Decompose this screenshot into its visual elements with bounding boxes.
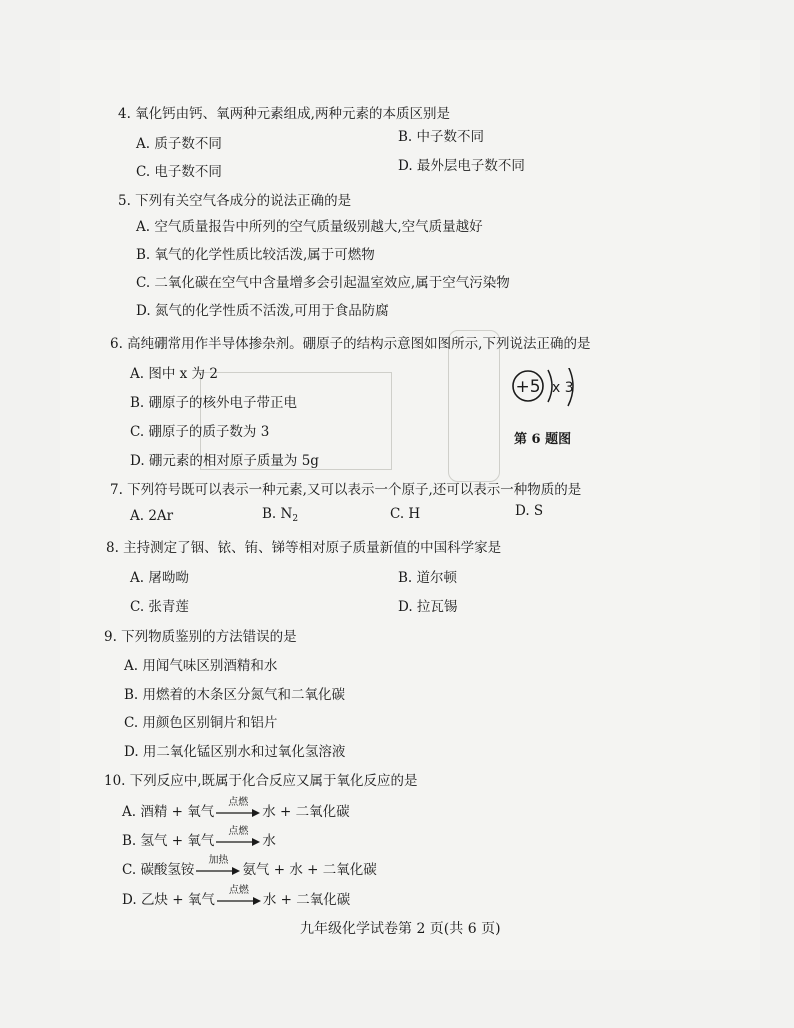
q10-stem: 10. 下列反应中,既属于化合反应又属于氧化反应的是 (104, 773, 418, 789)
q8-option-b[interactable]: B. 道尔顿 (398, 570, 458, 586)
q5-stem: 5. 下列有关空气各成分的说法正确的是 (118, 193, 352, 209)
q10-b-label: B. (122, 833, 137, 849)
q7-option-c[interactable]: C. H (390, 506, 421, 522)
reaction-arrow-icon (196, 867, 240, 875)
q10-option-c[interactable] (122, 854, 377, 878)
q5-option-d[interactable]: D. 氮气的化学性质不活泼,可用于食品防腐 (136, 303, 389, 319)
q7-option-b[interactable] (262, 506, 298, 524)
q10-b-reactants: 氢气 + 氧气 (140, 833, 215, 849)
q10-a-reactants: 酒精 + 氧气 (140, 804, 215, 820)
q6-option-c[interactable]: C. 硼原子的质子数为 3 (130, 424, 270, 440)
reaction-arrow-icon (216, 838, 260, 846)
q6-option-b[interactable]: B. 硼原子的核外电子带正电 (130, 395, 298, 411)
q8-option-d[interactable]: D. 拉瓦锡 (398, 599, 458, 615)
q8-option-a[interactable]: A. 屠呦呦 (130, 570, 189, 586)
q4-option-b[interactable]: B. 中子数不同 (398, 129, 485, 145)
q6-option-a[interactable]: A. 图中 x 为 2 (130, 366, 218, 382)
q4-option-a[interactable]: A. 质子数不同 (136, 136, 222, 152)
page-footer: 九年级化学试卷第 2 页(共 6 页) (300, 921, 501, 937)
atom-structure-svg (508, 368, 588, 418)
q10-d-reactants: 乙炔 + 氧气 (140, 892, 215, 908)
q10-a-arrow (216, 796, 260, 820)
reaction-arrow-icon (216, 809, 260, 817)
q6-stem: 6. 高纯硼常用作半导体掺杂剂。硼原子的结构示意图如图所示,下列说法正确的是 (110, 336, 591, 352)
q9-stem: 9. 下列物质鉴别的方法错误的是 (104, 629, 297, 645)
q6-option-d[interactable]: D. 硼元素的相对原子质量为 5g (130, 453, 319, 469)
q7-stem: 7. 下列符号既可以表示一种元素,又可以表示一个原子,还可以表示一种物质的是 (110, 482, 582, 498)
q7-option-d[interactable]: D. S (515, 503, 544, 519)
q9-option-d[interactable]: D. 用二氧化锰区别水和过氧化氢溶液 (124, 744, 346, 760)
q8-stem: 8. 主持测定了铟、铱、铕、锑等相对原子质量新值的中国科学家是 (106, 540, 502, 556)
q8-option-c[interactable]: C. 张青莲 (130, 599, 189, 615)
q10-c-products: 氨气 + 水 + 二氧化碳 (242, 862, 377, 878)
nucleus-charge: +5 (515, 377, 541, 397)
q10-a-products: 水 + 二氧化碳 (262, 804, 350, 820)
outer-shell-electrons: x 3 (552, 380, 574, 396)
q10-option-b[interactable] (122, 825, 276, 849)
reaction-arrow-icon (217, 897, 261, 905)
q9-option-a[interactable]: A. 用闻气味区别酒精和水 (124, 658, 278, 674)
q10-d-label: D. (122, 892, 137, 908)
q10-c-reactants: 碳酸氢铵 (140, 862, 195, 878)
q10-c-condition: 加热 (208, 854, 229, 866)
q10-b-condition: 点燃 (228, 825, 249, 837)
q10-b-arrow (216, 825, 260, 849)
q7-option-a[interactable]: A. 2Ar (130, 508, 174, 524)
q10-b-products: 水 (262, 833, 276, 849)
bleed-through-cylinder (448, 330, 500, 482)
q10-a-condition: 点燃 (228, 796, 249, 808)
q5-option-b[interactable]: B. 氧气的化学性质比较活泼,属于可燃物 (136, 247, 375, 263)
q4-option-c[interactable]: C. 电子数不同 (136, 164, 222, 180)
q10-a-label: A. (122, 804, 137, 820)
q10-option-d[interactable] (122, 884, 351, 908)
q10-c-label: C. (122, 862, 137, 878)
q4-stem: 4. 氧化钙由钙、氧两种元素组成,两种元素的本质区别是 (118, 106, 450, 122)
q9-option-c[interactable]: C. 用颜色区别铜片和铝片 (124, 715, 278, 731)
q10-d-arrow (217, 884, 261, 908)
q7-option-b-text: B. N (262, 506, 293, 522)
q7-option-b-subscript: 2 (292, 514, 299, 524)
q10-option-a[interactable] (122, 796, 350, 820)
q10-c-arrow (196, 854, 240, 878)
boron-atom-diagram (508, 368, 588, 422)
q10-d-products: 水 + 二氧化碳 (262, 892, 351, 908)
q5-option-c[interactable]: C. 二氧化碳在空气中含量增多会引起温室效应,属于空气污染物 (136, 275, 510, 291)
q10-d-condition: 点燃 (228, 884, 249, 896)
q4-option-d[interactable]: D. 最外层电子数不同 (398, 158, 525, 174)
figure-6-caption: 第 6 题图 (514, 432, 572, 447)
q5-option-a[interactable]: A. 空气质量报告中所列的空气质量级别越大,空气质量越好 (136, 219, 483, 235)
q9-option-b[interactable]: B. 用燃着的木条区分氮气和二氧化碳 (124, 687, 346, 703)
